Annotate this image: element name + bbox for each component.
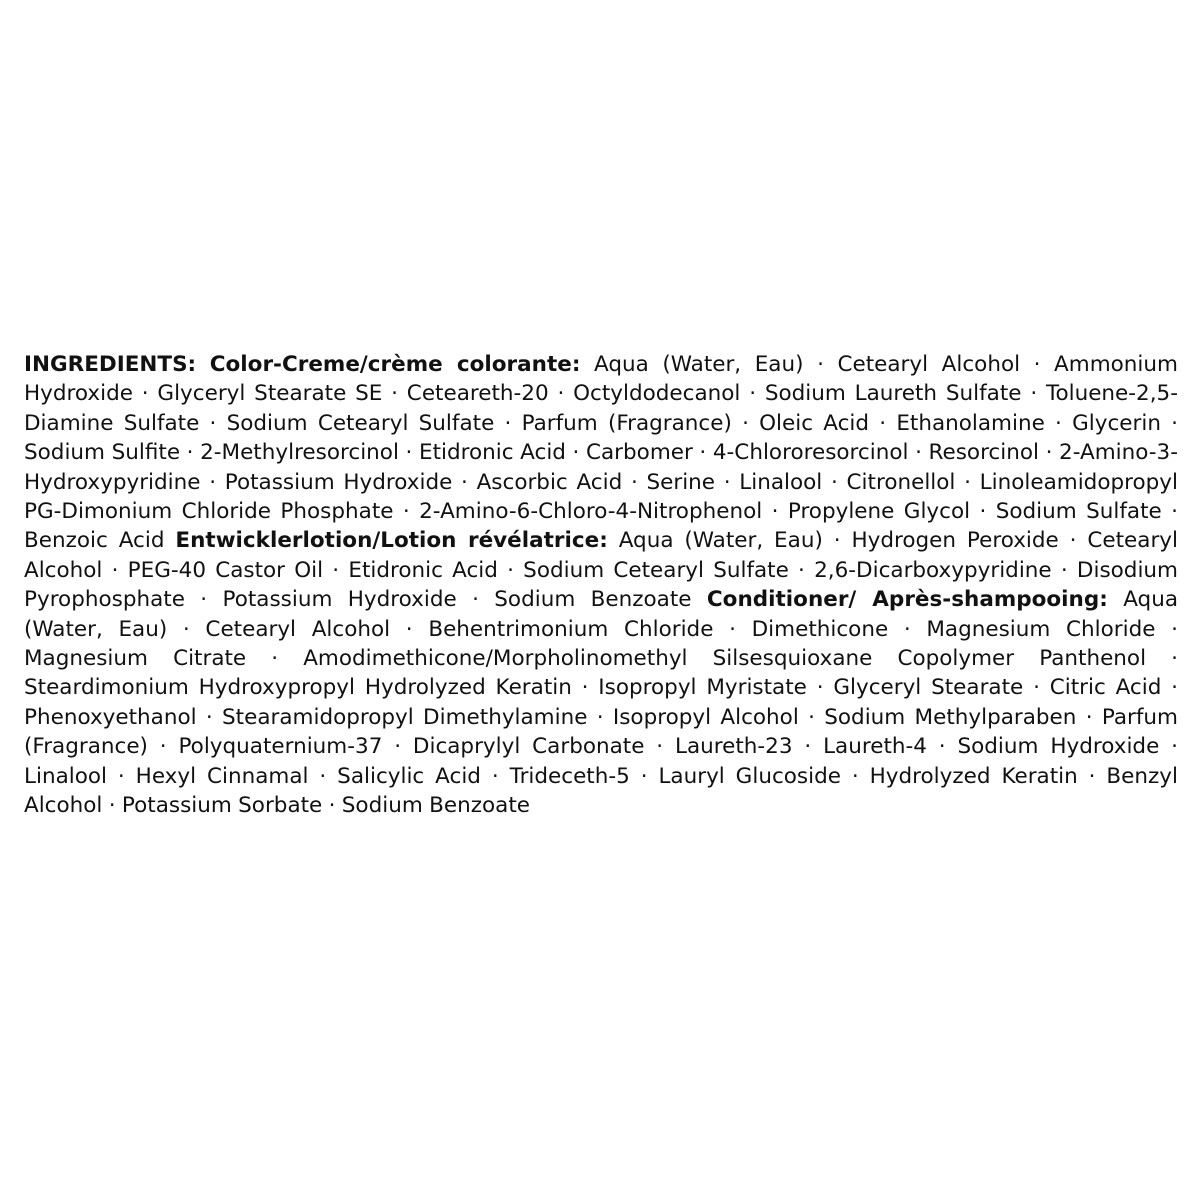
conditioner-ingredients: Aqua (Water, Eau) · Cetearyl Alcohol · Behentrimonium Chloride · Dimethicone · Magnesium Chloride · Magnesium Citrate · Amodimethicone/Morpholinomethyl Silsesquioxane Copolymer Panthenol · Steardimonium Hydroxypropyl Hydrolyzed Keratin · Isopropyl Myristate · Glyceryl Stearate · Citric Acid · Phenoxyethanol · Stearamidopropyl Dimethylamine · Isopropyl Alcohol · Sodium Methylparaben · Parfum (Fragrance) · Polyquaternium-37 · Dicaprylyl Carbonate · Laureth-23 · Laureth-4 · Sodium Hydroxide · Linalool · Hexyl Cinnamal · Salicylic Acid · Trideceth-5 · Lauryl Glucoside · Hydrolyzed Keratin · Benzyl Alcohol · Potassium Sorbate · Sodium Benzoate — [24, 587, 1178, 819]
conditioner-label: Conditioner/ Après-shampooing: — [706, 587, 1108, 613]
developer-ingredients: Aqua (Water, Eau) · Hydrogen Peroxide · Cetearyl Alcohol · PEG-40 Castor Oil · Etidronic Acid · Sodium Cetearyl Sulfate · 2,6-Dicarboxypyridine · Disodium Pyrophosphate · Potassium Hydroxide · Sodium Benzoate — [24, 528, 1178, 613]
ingredients-heading: INGREDIENTS: — [24, 352, 197, 377]
color-creme-ingredients: Aqua (Water, Eau) · Cetearyl Alcohol · Ammonium Hydroxide · Glyceryl Stearate SE · Ceteareth-20 · Octyldodecanol · Sodium Laureth Sulfate · Toluene-2,5-Diamine Sulfate · Sodium Cetearyl Sulfate · Parfum (Fragrance) · Oleic Acid · Ethanolamine · Glycerin · Sodium Sulfite · 2-Methylresorcinol · Etidronic Acid · Carbomer · 4-Chlororesorcinol · Resorcinol · 2-Amino-3-Hydroxypyridine · Potassium Hydroxide · Ascorbic Acid · Serine · Linalool · Citronellol · Linoleamidopropyl PG-Dimonium Chloride Phosphate · 2-Amino-6-Chloro-4-Nitrophenol · Propylene Glycol · Sodium Sulfate · Benzoic Acid — [24, 352, 1178, 554]
color-creme-label: Color-Creme/crème colorante: — [209, 352, 581, 377]
ingredients-paragraph — [24, 350, 1178, 821]
developer-label: Entwicklerlotion/Lotion révélatrice: — [175, 528, 608, 554]
